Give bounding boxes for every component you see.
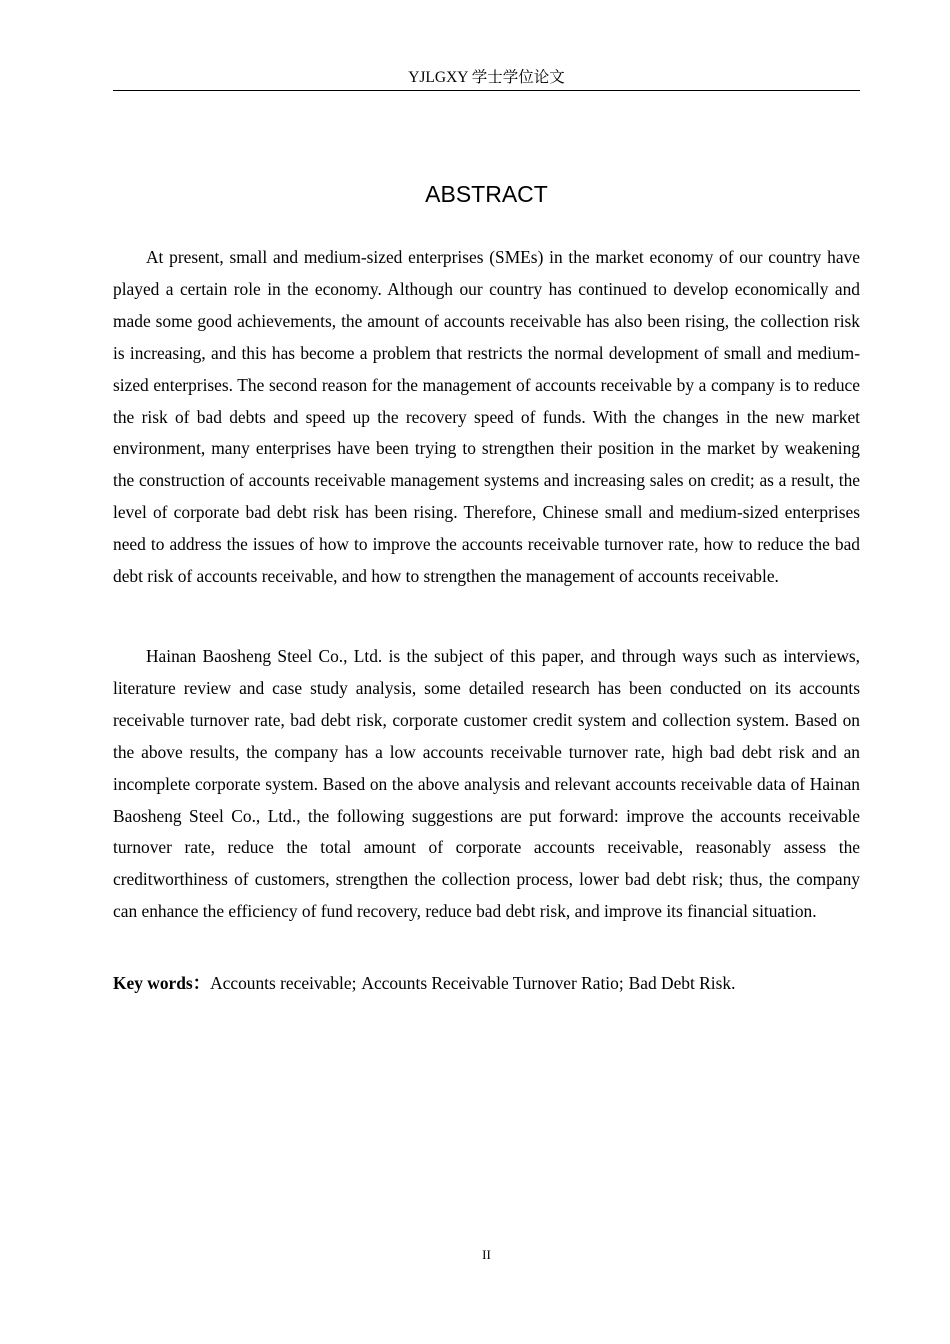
- abstract-paragraph-2: Hainan Baosheng Steel Co., Ltd. is the subject of this paper, and through ways such as interviews, literature review and case study analysis, some detailed research has been conducted on its accounts receivable turnover rate, bad debt risk, corporate customer credit system and collection system. Based on the above results, the company has a low accounts receivable turnover rate, high bad debt risk and an incomplete corporate system. Based on the above analysis and relevant accounts receivable data of Hainan Baosheng Steel Co., Ltd., the following suggestions are put forward: improve the accounts receivable turnover rate, reduce the total amount of corporate accounts receivable, reasonably assess the creditworthiness of customers, strengthen the collection process, lower bad debt risk; thus, the company can enhance the efficiency of fund recovery, reduce bad debt risk, and improve its financial situation.: [113, 646, 860, 922]
- keyword-item: Bad Debt Risk.: [628, 973, 736, 993]
- page-header: YJLGXY 学士学位论文: [113, 68, 860, 91]
- keywords-label: Key words：: [113, 973, 211, 993]
- abstract-paragraph-1: At present, small and medium-sized enterprises (SMEs) in the market economy of our country have played a certain role in the economy. Although our country has continued to develop economically and made some good achievements, the amount of accounts receivable has also been rising, the collection risk is increasing, and this has become a problem that restricts the normal development of small and medium-sized enterprises. The second reason for the management of accounts receivable by a company is to reduce the risk of bad debts and speed up the recovery speed of funds. With the changes in the new market environment, many enterprises have been trying to strengthen their position in the market by weakening the construction of accounts receivable management systems and increasing sales on credit; as a result, the level of corporate bad debt risk has been rising. Therefore, Chinese small and medium-sized enterprises need to address the issues of how to improve the accounts receivable turnover rate, how to reduce the bad debt risk of accounts receivable, and how to strengthen the management of accounts receivable.: [113, 247, 860, 587]
- page-number: II: [482, 1247, 491, 1262]
- abstract-title: ABSTRACT: [425, 181, 548, 207]
- keyword-item: Accounts Receivable Turnover Ratio;: [361, 973, 624, 993]
- keyword-item: Accounts receivable;: [210, 973, 357, 993]
- keywords-line: [113, 968, 860, 999]
